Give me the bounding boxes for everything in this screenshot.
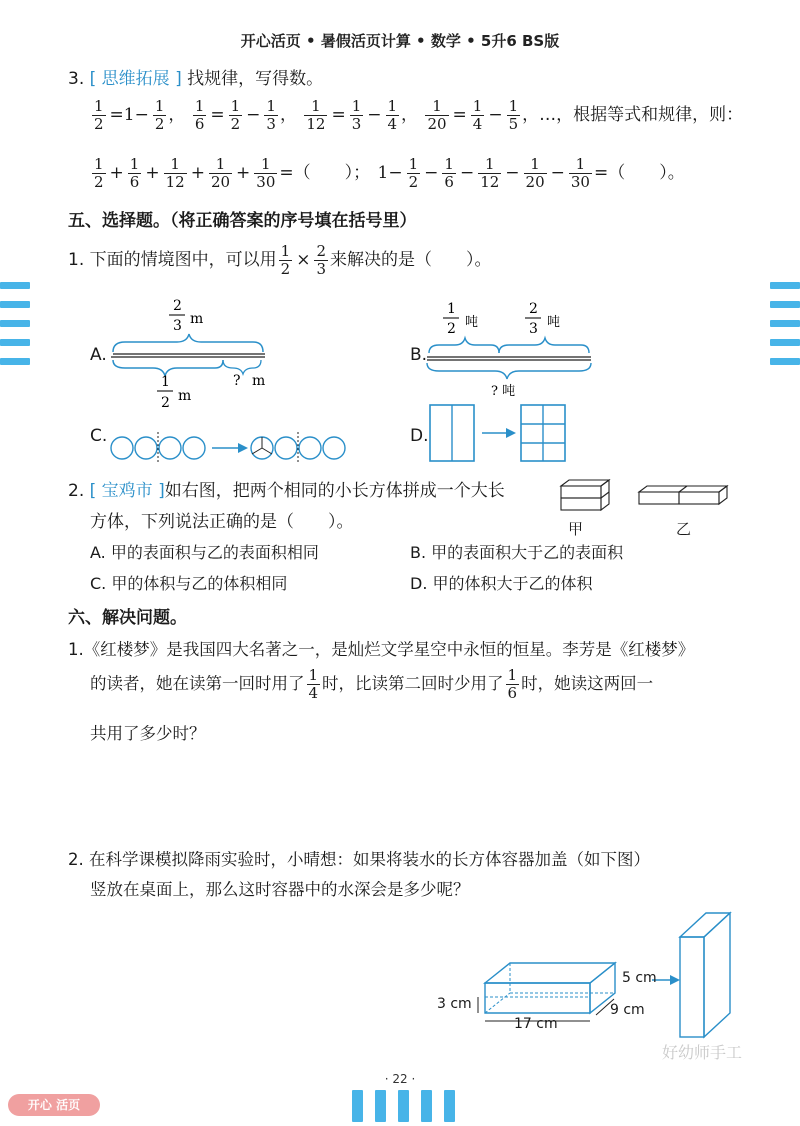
svg-text:1: 1 [447, 301, 456, 317]
svg-text:1: 1 [161, 374, 170, 390]
svg-text:2: 2 [529, 301, 538, 317]
s5-q1-option-c-label[interactable]: C. [90, 426, 108, 446]
s5-q1-option-d-diagram [428, 403, 573, 465]
s5-q2-tag: [ 宝鸡市 ] [89, 481, 165, 501]
svg-text:?: ? [233, 373, 241, 389]
footer-logo: 开心 活页 [8, 1094, 100, 1116]
s5-q2-option-d[interactable]: D. 甲的体积大于乙的体积 [410, 574, 593, 593]
label-jia: 甲 [568, 520, 584, 538]
s5-q2-line1: 2. [ 宝鸡市 ]如右图，把两个相同的小长方体拼成一个大长 [68, 481, 505, 501]
s5-q1-option-b-label[interactable]: B. [410, 345, 428, 365]
page-header: 开心活页 • 暑假活页计算 • 数学 • 5升6 BS版 [240, 32, 560, 50]
s6-q2-container-diagram [430, 905, 740, 1040]
s5-q1-option-c-diagram [108, 428, 348, 468]
label-yi: 乙 [676, 520, 692, 538]
footer-stripes [352, 1090, 467, 1126]
svg-text:3: 3 [529, 321, 538, 337]
dim-5cm: 5 cm [622, 970, 657, 986]
s6-q1-line2: 的读者，她在读第一回时用了 $\frac{1}{4}$ 时，比读第二回时少用了 $\frac{1}{6}$ 时，她读这两回一 [90, 666, 654, 702]
s5-q1-option-d-label[interactable]: D. [410, 426, 429, 446]
dim-17cm: 17 cm [514, 1016, 558, 1032]
s5-q1-option-a-label[interactable]: A. [90, 345, 107, 365]
q3-heading: 3. [ 思维拓展 ] 找规律，写得数。 [68, 69, 324, 89]
s5-q1-option-b-diagram [425, 295, 605, 405]
s5-q2-option-c[interactable]: C. 甲的体积与乙的体积相同 [90, 574, 288, 593]
q3-blank-a[interactable]: =（ ）； [279, 163, 371, 183]
s5-q1-option-a-diagram [105, 290, 275, 420]
left-side-stripes [0, 282, 30, 377]
q3-pattern-line: $\frac{1}{2}$ =1− $\frac{1}{2}$ ， $\frac{1}{6}$ = $\frac{1}{2}$ − $\frac{1}{3}$ ， $\frac{1}{12}$ = $\frac{1}{3}$ − $\frac{1}{4}$ ， $\frac{1}{20}$ = $\frac{1}{4}$ − $\frac{1}{5}$ ，…，根据等式和规律，则： [94, 96, 744, 133]
svg-text:m: m [190, 311, 204, 327]
right-side-stripes [770, 282, 800, 377]
svg-text:吨: 吨 [465, 315, 479, 330]
s6-q2-line2: 竖放在桌面上，那么这时容器中的水深会是多少呢？ [90, 880, 470, 899]
svg-text:2: 2 [447, 321, 456, 337]
dim-9cm: 9 cm [610, 1002, 645, 1018]
svg-text:m: m [178, 388, 192, 404]
svg-text:吨: 吨 [547, 315, 561, 330]
svg-text:3: 3 [173, 318, 182, 334]
s5-q2-option-a[interactable]: A. 甲的表面积与乙的表面积相同 [90, 543, 319, 562]
page-number: · 22 · [384, 1072, 416, 1086]
svg-text:2: 2 [173, 298, 182, 314]
s5-q2-line2: 方体，下列说法正确的是（ ）。 [90, 512, 354, 532]
dim-3cm: 3 cm [437, 996, 472, 1012]
s6-q1-line1: 1.《红楼梦》是我国四大名著之一，是灿烂文学星空中永恒的恒星。李芳是《红楼梦》 [68, 640, 695, 659]
watermark-text: 好幼师手工 [662, 1043, 743, 1062]
s6-q2-line1: 2. 在科学课模拟降雨实验时，小晴想：如果将装水的长方体容器加盖（如下图） [68, 850, 650, 869]
q3-question-line: $\frac{1}{2}$ + $\frac{1}{6}$ + $\frac{1}{12}$ + $\frac{1}{20}$ + $\frac{1}{30}$ =（ ）； 1− $\frac{1}{2}$ − $\frac{1}{6}$ − $\frac{1}{12}$ − $\frac{1}{20}$ − $\frac{1}{30}$ =（ ）。 [94, 154, 685, 191]
q3-tag: [ 思维拓展 ] [89, 69, 182, 89]
s5-q2-option-b[interactable]: B. 甲的表面积大于乙的表面积 [410, 543, 624, 562]
s6-q1-line3: 共用了多少时？ [90, 724, 206, 743]
svg-text:2: 2 [161, 395, 170, 411]
svg-text:? 吨: ? 吨 [491, 384, 516, 399]
q3-blank-b[interactable]: =（ ）。 [593, 163, 685, 183]
svg-text:m: m [252, 373, 266, 389]
s5-q1-text: 1. 下面的情境图中，可以用 $\frac{1}{2}$ × $\frac{2}{3}$ 来解决的是（ ）。 [68, 241, 492, 278]
section6-title: 六、解决问题。 [68, 608, 187, 628]
section5-title: 五、选择题。（将正确答案的序号填在括号里） [68, 211, 417, 231]
